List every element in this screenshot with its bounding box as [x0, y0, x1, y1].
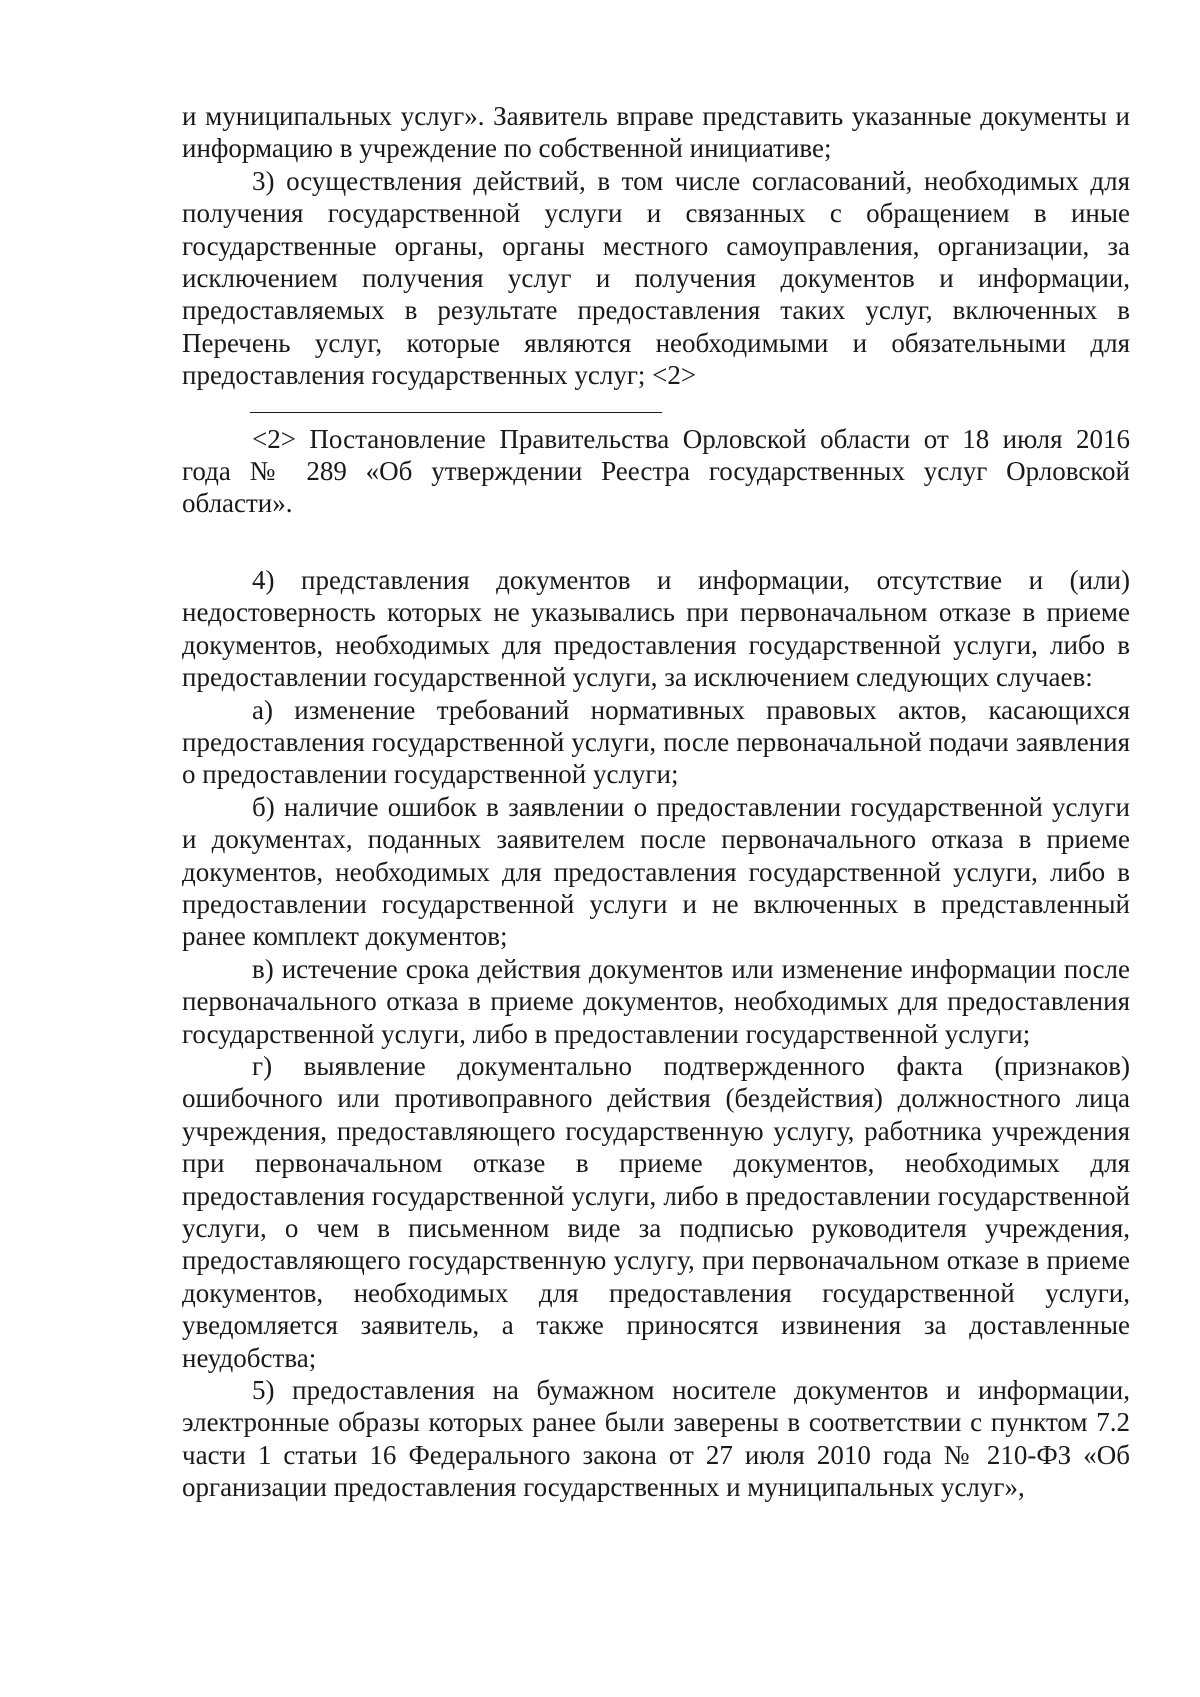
paragraph-subitem-g: г) выявление документально подтвержденного факта (признаков) ошибочного или противоправного действия (бездействия) должностного лица учреждения, предоставляющего государственную услугу, работника учреждения при первоначальном отказе в приеме документов, необходимых для предоставления государственной услуги, либо в предоставлении государственной услуги, о чем в письменном виде за подписью руководителя учреждения, предоставляющего государственную услугу, при первоначальном отказе в приеме документов, необходимых для предоставления государственной услуги, уведомляется заявитель, а также приносятся извинения за доставленные неудобства; — [182, 1050, 1130, 1373]
paragraph-item-4: 4) представления документов и информации, отсутствие и (или) недостоверность которых не указывались при первоначальном отказе в приеме документов, необходимых для предоставления государственной услуги, либо в предоставлении государственной услуги, за исключением следующих случаев: — [182, 564, 1130, 693]
paragraph-subitem-v: в) истечение срока действия документов или изменение информации после первоначального отказа в приеме документов, необходимых для предоставления государственной услуги, либо в предоставлении государственной услуги; — [182, 953, 1130, 1049]
paragraph-item-3: 3) осуществления действий, в том числе согласований, необходимых для получения государственной услуги и связанных с обращением в иные государственные органы, органы местного самоуправления, организации, за исключением получения услуг и получения документов и информации, предоставляемых в результате предоставления таких услуг, включенных в Перечень услуг, которые являются необходимыми и обязательными для предоставления государственных услуг; <2> — [182, 165, 1130, 391]
paragraph-continuation: и муниципальных услуг». Заявитель вправе представить указанные документы и информацию в учреждение по собственной инициативе; — [182, 101, 1130, 164]
paragraph-item-5: 5) предоставления на бумажном носителе документов и информации, электронные образы которых ранее были заверены в соответствии с пунктом 7.2 части 1 статьи 16 Федерального закона от 27 июля 2010 года № 210-ФЗ «Об организации предоставления государственных и муниципальных услуг», — [182, 1375, 1130, 1503]
document-body — [182, 100, 1130, 1504]
paragraph-subitem-a: а) изменение требований нормативных правовых актов, касающихся предоставления государственной услуги, после первоначальной подачи заявления о предоставлении государственной услуги; — [182, 694, 1130, 790]
footnote-separator — [250, 412, 662, 413]
footnote-2: <2> Постановление Правительства Орловской области от 18 июля 2016 года № 289 «Об утверждении Реестра государственных услуг Орловской области». — [182, 423, 1130, 519]
paragraph-subitem-b: б) наличие ошибок в заявлении о предоставлении государственной услуги и документах, поданных заявителем после первоначального отказа в приеме документов, необходимых для предоставления государственной услуги, либо в предоставлении государственной услуги и не включенных в представленный ранее комплект документов; — [182, 791, 1130, 952]
